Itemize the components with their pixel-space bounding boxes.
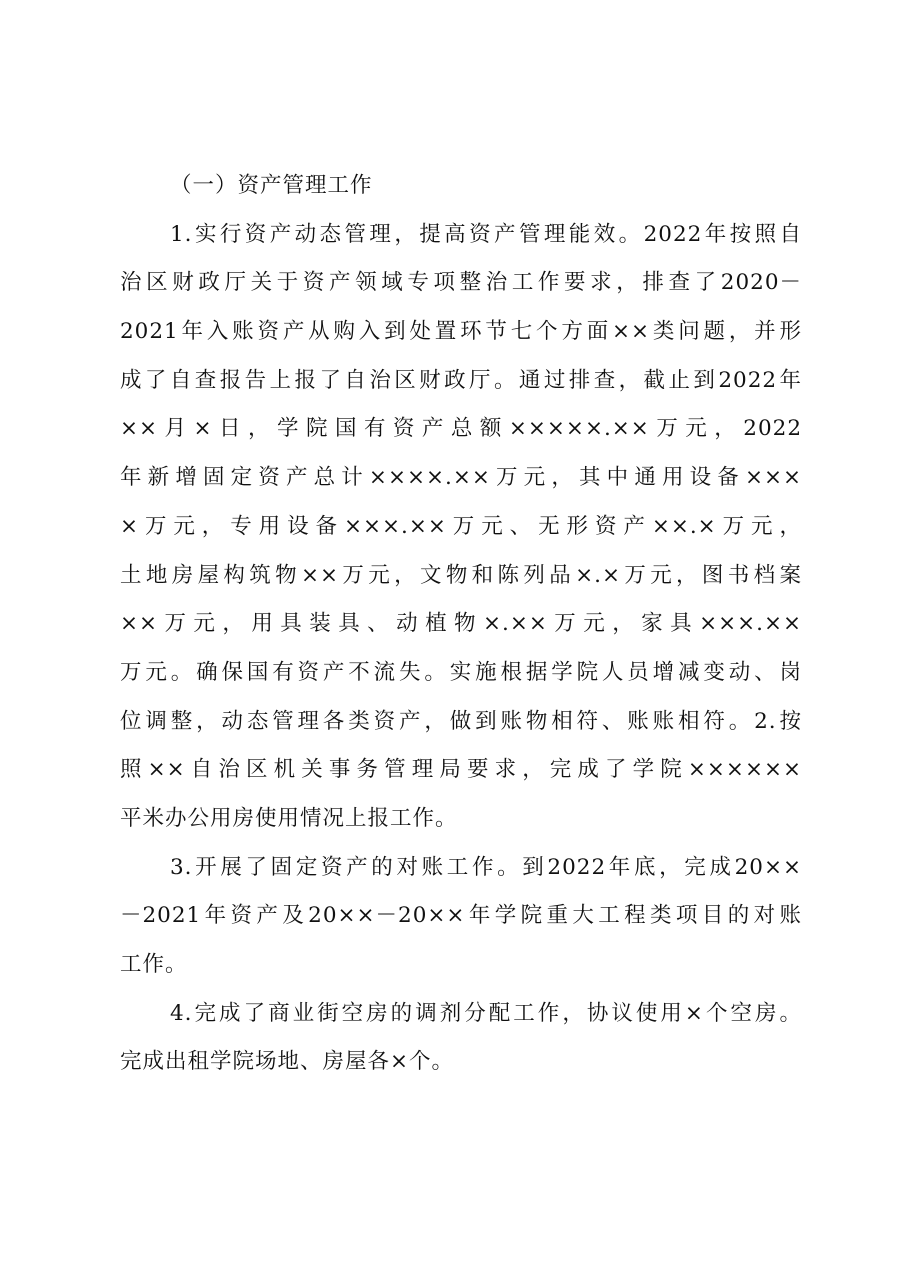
paragraph-line: 照××自治区机关事务管理局要求，完成了学院×××××× xyxy=(120,757,802,783)
paragraph-line: 万元。确保国有资产不流失。实施根据学院人员增减变动、岗 xyxy=(120,659,802,685)
paragraph-line: 4.完成了商业街空房的调剂分配工作，协议使用×个空房。 xyxy=(170,1000,802,1026)
paragraph-line: 2021年入账资产从购入到处置环节七个方面××类问题，并形 xyxy=(120,319,802,345)
paragraph-line: 成了自查报告上报了自治区财政厅。通过排查，截止到2022年 xyxy=(120,367,802,393)
paragraph-1 xyxy=(120,211,802,844)
paragraph-line: 治区财政厅关于资产领域专项整治工作要求，排查了2020－ xyxy=(120,270,802,296)
paragraph-line: 工作。 xyxy=(120,952,188,977)
paragraph-line: 平米办公用房使用情况上报工作。 xyxy=(120,805,458,831)
section-heading: （一）资产管理工作 xyxy=(170,173,373,198)
paragraph-line: 完成出租学院场地、房屋各×个。 xyxy=(120,1049,455,1075)
paragraph-2 xyxy=(120,844,802,990)
paragraph-line: ××月×日，学院国有资产总额×××××.××万元，2022 xyxy=(120,416,802,442)
paragraph-line: 土地房屋构筑物××万元，文物和陈列品×.×万元，图书档案 xyxy=(120,562,802,588)
paragraph-line: 年新增固定资产总计××××.××万元，其中通用设备××× xyxy=(120,465,802,491)
paragraph-line: －2021年资产及20××－20××年学院重大工程类项目的对账 xyxy=(120,903,802,929)
paragraph-line: 3.开展了固定资产的对账工作。到2022年底，完成20×× xyxy=(170,854,802,880)
paragraph-3 xyxy=(120,990,802,1087)
document-body xyxy=(120,162,802,1087)
paragraph-line: 位调整，动态管理各类资产，做到账物相符、账账相符。2.按 xyxy=(120,708,802,734)
paragraph-line: 1.实行资产动态管理，提高资产管理能效。2022年按照自 xyxy=(170,221,802,247)
paragraph-line: ××万元，用具装具、动植物×.××万元，家具×××.×× xyxy=(120,611,802,637)
paragraph-line: ×万元，专用设备×××.××万元、无形资产××.×万元， xyxy=(120,513,802,539)
